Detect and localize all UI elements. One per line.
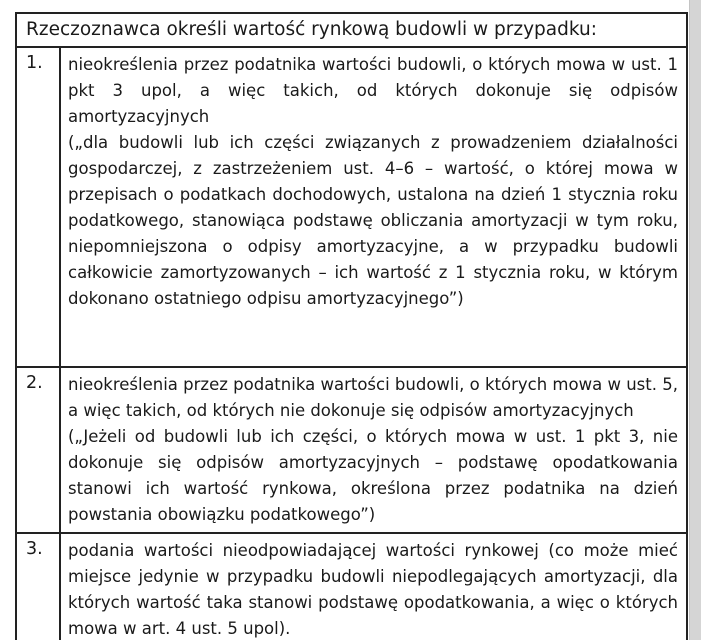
row-text: nieokreślenia przez podatnika wartości budowli, o których mowa w ust. 1 pkt 3 upol, a więc takich, od których dokonuje się odpisów amortyzacyjnych („dla budowli lub ich części związanych z prowadzeniem działalności gospodarczej, z zastrzeżeniem ust. 4–6 – wartość, o której mowa w przepisach o podatkach dochodowych, ustalona na dzień 1 stycznia roku podatkowego, stanowiąca podstawę obliczania amortyzacji w tym roku, niepomniejszona o odpisy amortyzacyjne, a w przypadku budowli całkowicie zamortyzowanych – ich wartość z 1 stycznia roku, w którym dokonano ostatniego odpisu amortyzacyjnego”) <box>68 55 678 308</box>
table-header-cell: Rzeczoznawca określi wartość rynkową budowli w przypadku: <box>16 13 687 47</box>
table-header-row <box>16 13 687 47</box>
row-text: podania wartości nieodpowiadającej wartości rynkowej (co może mieć miejsce jedynie w przypadku budowli niepodlegających amortyzacji, dla których wartość taka stanowi podstawę opodatkowania, a więc o których mowa w art. 4 ust. 5 upol). <box>68 541 678 638</box>
row-text-cell <box>60 533 687 640</box>
valuation-cases-table <box>15 12 688 640</box>
table-row <box>16 367 687 533</box>
row-text-cell <box>60 47 687 367</box>
table-row <box>16 533 687 640</box>
table-row <box>16 47 687 367</box>
row-text-cell <box>60 367 687 533</box>
row-number: 3. <box>16 533 60 640</box>
row-text: nieokreślenia przez podatnika wartości budowli, o których mowa w ust. 5, a więc takich, od których nie dokonuje się odpisów amortyzacyjnych („Jeżeli od budowli lub ich części, o których mowa w ust. 1 pkt 3, nie dokonuje się odpisów amortyzacyjnych – podstawę opodatkowania stanowi ich wartość rynkowa, określona przez podatnika na dzień powstania obowiązku podatkowego”) <box>68 375 678 524</box>
row-number: 2. <box>16 367 60 533</box>
scrollbar[interactable] <box>689 0 701 640</box>
row-number: 1. <box>16 47 60 367</box>
